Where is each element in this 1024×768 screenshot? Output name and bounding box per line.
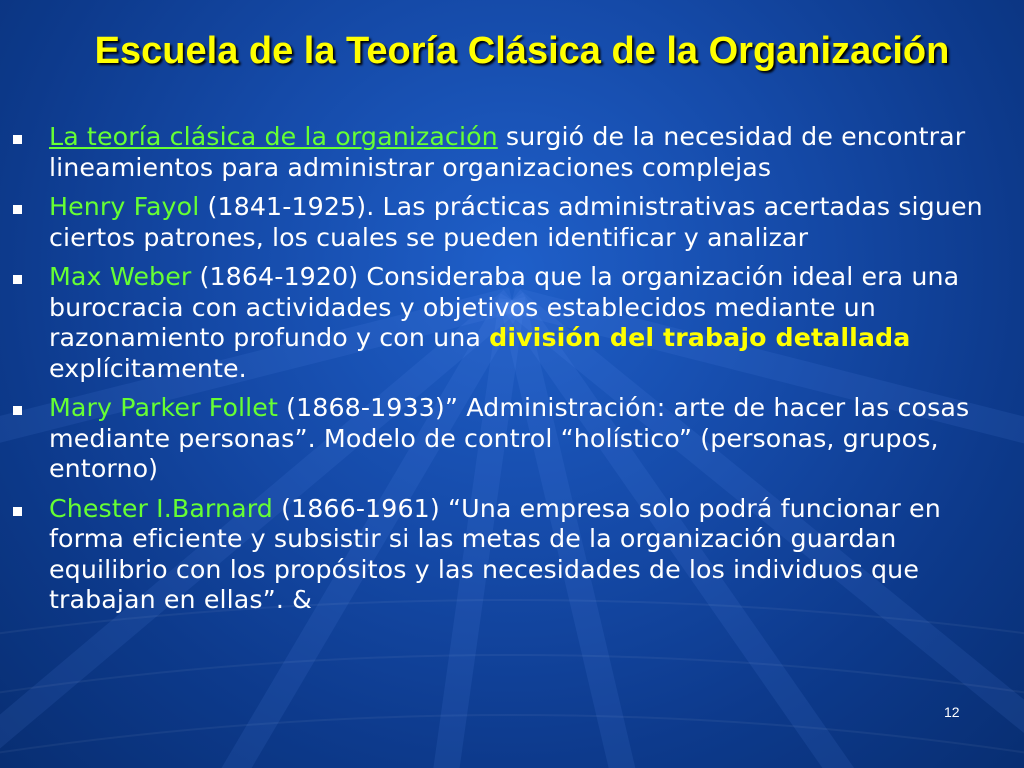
bullet-text: (1868-1933)” Administración: arte de hacer las cosas mediante personas”. Modelo de control “holístico” (personas, grupos, entorno): [49, 393, 970, 483]
emphasis-text: división del trabajo detallada: [489, 323, 911, 352]
slide-title: Escuela de la Teoría Clásica de la Organización: [94, 30, 950, 72]
bullet-item-henry-fayol: [10, 192, 1010, 253]
bullet-item-teoria-clasica: [10, 122, 1010, 183]
bullet-text: surgió de la necesidad de encontrar lineamientos para administrar organizaciones complejas: [49, 122, 966, 182]
author-name: Mary Parker Follet: [49, 393, 278, 422]
author-name: Max Weber: [49, 262, 192, 291]
square-bullet-icon: [13, 507, 22, 516]
square-bullet-icon: [13, 406, 22, 415]
bullet-item-chester-barnard: [10, 494, 1010, 616]
square-bullet-icon: [13, 205, 22, 214]
bullet-text: (1841-1925). Las prácticas administrativas acertadas siguen ciertos patrones, los cuales se pueden identificar y analizar: [49, 192, 983, 252]
square-bullet-icon: [13, 275, 22, 284]
bullet-item-max-weber: [10, 262, 1010, 384]
bullet-text: (1866-1961) “Una empresa solo podrá funcionar en forma eficiente y subsistir si las metas de la organización guardan equilibrio con los propósitos y las necesidades de los individuos que trabajan en ellas”. &: [49, 493, 941, 614]
page-number: 12: [944, 704, 960, 720]
teoria-clasica-link[interactable]: La teoría clásica de la organización: [49, 122, 498, 151]
bullet-text-after: explícitamente.: [49, 353, 247, 383]
author-name: Henry Fayol: [49, 192, 200, 221]
bullet-text: (1864-1920) Consideraba que la organización ideal era una burocracia con actividades y objetivos establecidos mediante un razonamiento profundo y con una: [49, 262, 960, 352]
bullet-list: [10, 122, 1010, 625]
bullet-item-mary-parker-follet: [10, 393, 1010, 485]
square-bullet-icon: [13, 135, 22, 144]
author-name: Chester I.Barnard: [49, 493, 273, 523]
